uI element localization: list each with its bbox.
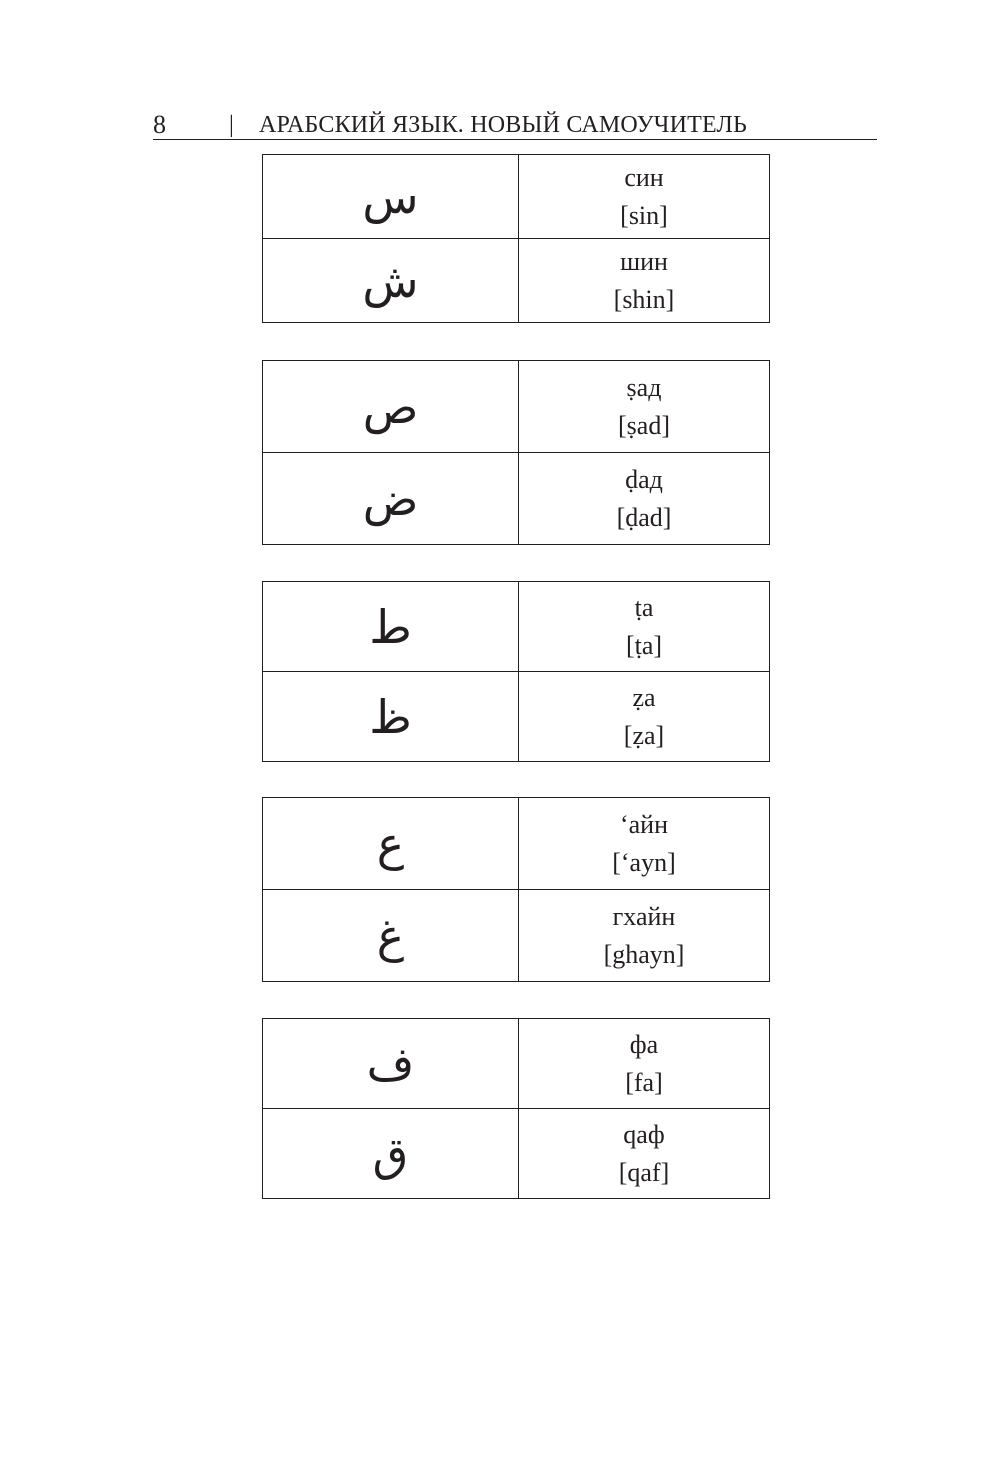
letter-cell [263,890,519,982]
arabic-letter: ط [369,599,412,654]
arabic-letter: ض [362,471,419,526]
name-cell [519,798,770,890]
letter-cell [263,1019,519,1109]
letter-name-lat: [ṭa] [625,630,663,660]
name-cell [519,1109,770,1199]
letter-name-ru: qaф [623,1119,665,1149]
letter-table-sin-shin [262,154,770,323]
header-separator: | [229,112,234,138]
arabic-letter: غ [376,908,405,963]
letter-table-fa-qaf [262,1018,770,1199]
letter-name-lat: [ghayn] [603,939,685,969]
letter-name-lat: [fa] [625,1067,663,1097]
letter-table-ayn-ghayn [262,797,770,982]
letter-cell [263,582,519,672]
running-header [153,111,877,140]
letter-name-ru: гхайн [612,901,676,931]
arabic-letter: ع [376,816,405,871]
arabic-letter: س [362,169,419,224]
arabic-letter: ظ [369,689,412,744]
letter-name-lat: [qaf] [618,1157,670,1187]
letter-cell [263,1109,519,1199]
name-cell [519,1019,770,1109]
letter-cell [263,798,519,890]
letter-name-lat: [sin] [620,200,668,230]
table-row [263,239,770,323]
letter-name-lat: [ẓa] [623,720,665,750]
table-row [263,361,770,453]
table-row [263,453,770,545]
arabic-letter: ق [372,1126,409,1181]
name-cell [519,361,770,453]
letter-name-ru: ‘айн [619,809,669,839]
name-cell [519,453,770,545]
running-title: АРАБСКИЙ ЯЗЫК. НОВЫЙ САМОУЧИТЕЛЬ [259,112,747,138]
letter-name-lat: [‘ayn] [612,847,676,877]
letter-cell [263,239,519,323]
table-row [263,798,770,890]
name-cell [519,672,770,762]
letter-name-ru: ẓa [632,682,656,712]
table-row [263,1019,770,1109]
name-cell [519,155,770,239]
table-row [263,672,770,762]
name-cell [519,582,770,672]
letter-name-lat: [shin] [613,284,675,314]
letter-name-ru: ḍад [625,464,663,494]
letter-name-ru: шин [620,246,668,276]
arabic-letter: ش [362,253,419,308]
table-row [263,155,770,239]
letter-name-lat: [ṣad] [618,410,670,440]
letter-name-lat: [ḍad] [616,502,672,532]
arabic-letter: ص [362,379,419,434]
letter-cell [263,155,519,239]
name-cell [519,890,770,982]
letter-table-ta-za [262,581,770,762]
letter-name-ru: ṣад [626,372,662,402]
table-row [263,890,770,982]
page-number: 8 [153,110,166,139]
letter-name-ru: син [624,162,664,192]
letter-name-ru: фа [629,1029,659,1059]
arabic-letter: ف [366,1036,415,1091]
letter-cell [263,672,519,762]
table-row [263,582,770,672]
table-row [263,1109,770,1199]
letter-cell [263,361,519,453]
letter-cell [263,453,519,545]
name-cell [519,239,770,323]
letter-table-sad-dad [262,360,770,545]
letter-name-ru: ṭa [634,592,654,622]
